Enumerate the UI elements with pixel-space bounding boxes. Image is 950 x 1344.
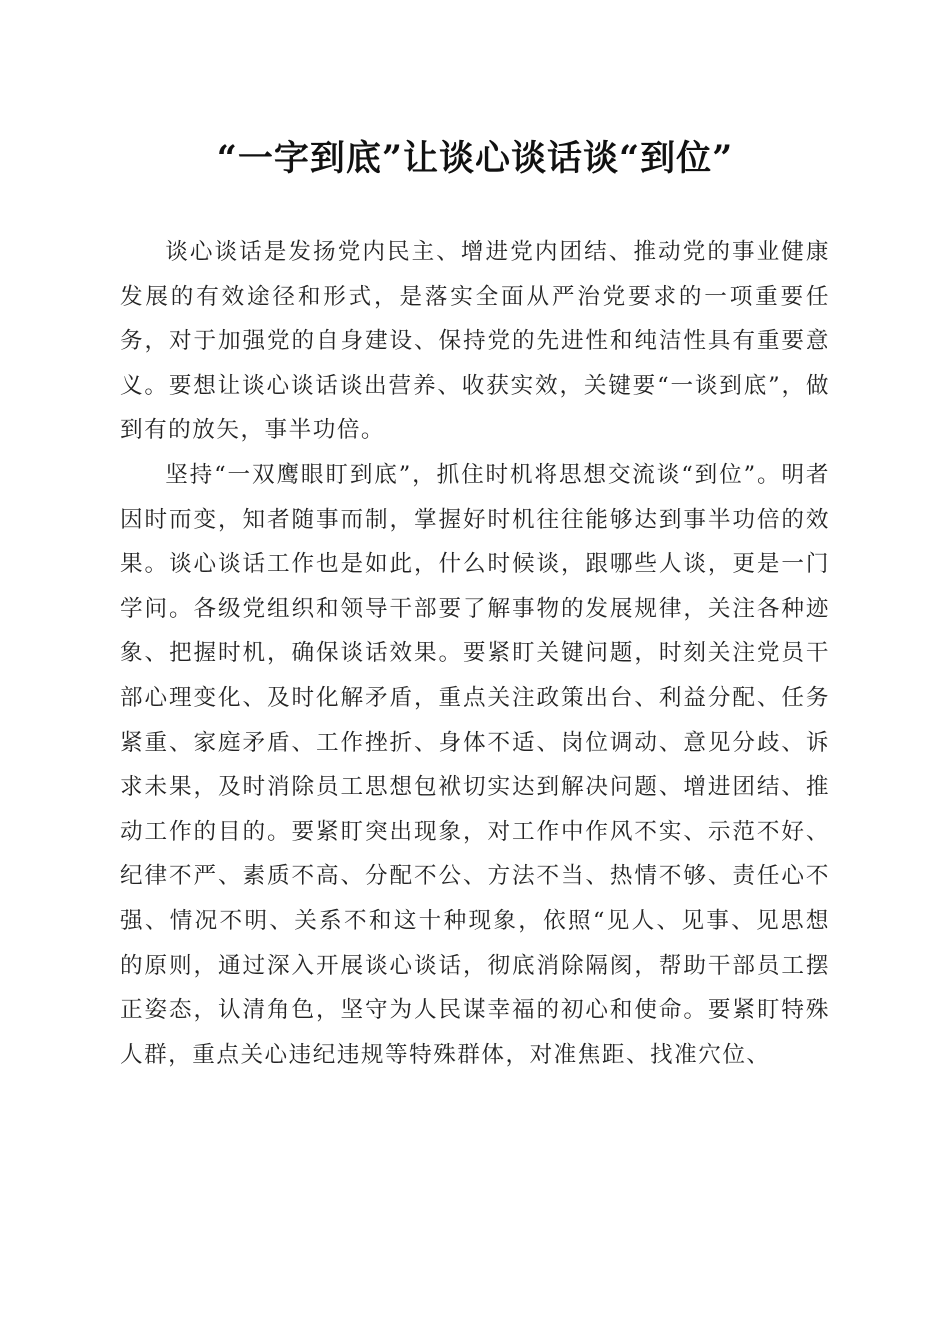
paragraph-eagle-eye: 坚持“一双鹰眼盯到底”，抓住时机将思想交流谈“到位”。明者因时而变，知者随事而制，掌握好时机往往能够达到事半功倍的效果。谈心谈话工作也是如此，什么时候谈，跟哪些人谈，更是一门学问。各级党组织和领导干部要了解事物的发展规律，关注各种迹象、把握时机，确保谈话效果。要紧盯关键问题，时刻关注党员干部心理变化、及时化解矛盾，重点关注政策出台、利益分配、任务紧重、家庭矛盾、工作挫折、身体不适、岗位调动、意见分歧、诉求未果，及时消除员工思想包袱切实达到解决问题、增进团结、推动工作的目的。要紧盯突出现象，对工作中作风不实、示范不好、纪律不严、素质不高、分配不公、方法不当、热情不够、责任心不强、情况不明、关系不和这十种现象，依照“见人、见事、见思想的原则，通过深入开展谈心谈话，彻底消除隔阂，帮助干部员工摆正姿态，认清角色，坚守为人民谋幸福的初心和使命。要紧盯特殊人群，重点关心违纪违规等特殊群体，对准焦距、找准穴位、 — [120, 461, 830, 1068]
paragraph-intro: 谈心谈话是发扬党内民主、增进党内团结、推动党的事业健康发展的有效途径和形式，是落实全面从严治党要求的一项重要任务，对于加强党的自身建设、保持党的先进性和纯洁性具有重要意义。要想让谈心谈话谈出营养、收获实效，关键要“一谈到底”，做到有的放矢，事半功倍。 — [120, 239, 830, 444]
document-title: “一字到底”让谈心谈话谈“到位” — [216, 138, 734, 179]
document-body — [120, 230, 830, 1077]
